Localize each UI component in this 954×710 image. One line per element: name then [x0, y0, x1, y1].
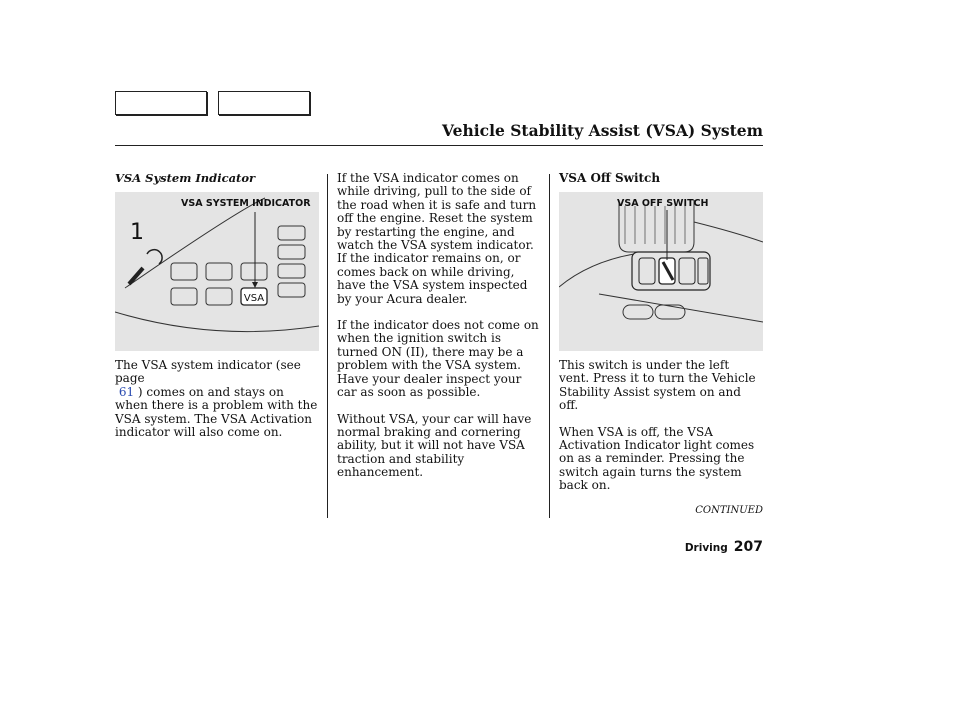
paragraph: If the indicator does not come on when the ignition switch is turned ON (II), there may be a problem with the VSA system. Have your dealer inspect your car as soon as possible. [337, 318, 539, 400]
section-heading-vsa-indicator: VSA System Indicator [115, 171, 256, 185]
section-heading-vsa-off-switch: VSA Off Switch [559, 171, 661, 185]
column-3 [559, 172, 763, 185]
column-divider [327, 174, 328, 518]
page-title: Vehicle Stability Assist (VSA) System [442, 121, 763, 140]
paragraph: This switch is under the left vent. Press it to turn the Vehicle Stability Assist system on and off. [559, 358, 756, 413]
column-1 [115, 172, 320, 185]
paragraph: When VSA is off, the VSA Activation Indicator light comes on as a reminder. Pressing the switch again turns the system back on. [559, 424, 755, 493]
column-2 [337, 172, 543, 493]
nav-button-next[interactable] [218, 91, 310, 115]
paragraph: If the VSA indicator comes on while driving, pull to the side of the road when it is safe and turn off the engine. Reset the system by restarting the engine, and watch the VSA system indicator. If the indicator remains on, or comes back on while driving, have the VSA system inspected by your Acura dealer. [337, 171, 537, 306]
paragraph: Without VSA, your car will have normal braking and cornering ability, but it will not have VSA traction and stability enhancement. [337, 411, 532, 480]
nav-button-previous[interactable] [115, 91, 207, 115]
page-footer [685, 536, 763, 555]
gauge-digit: 1 [130, 220, 144, 245]
title-rule [115, 145, 763, 146]
paragraph [115, 359, 320, 439]
vsa-button-text: VSA [243, 293, 265, 304]
figure-label: VSA OFF SWITCH [617, 198, 709, 209]
text-span: The VSA system indicator (see page [115, 358, 301, 386]
instrument-panel-illustration [115, 192, 319, 351]
page-number: 207 [733, 539, 763, 555]
vsa-off-switch-figure [559, 192, 763, 351]
continued-marker: CONTINUED [695, 505, 763, 516]
column-divider [549, 174, 550, 518]
figure-label: VSA SYSTEM INDICATOR [181, 198, 311, 209]
vsa-indicator-figure [115, 192, 319, 351]
page-link[interactable]: 61 [118, 384, 135, 399]
switch-panel-illustration [559, 192, 763, 351]
text-span: ) comes on and stays on when there is a problem with the VSA system. The VSA Activation indicator will also come on. [115, 384, 318, 440]
column-1-text [115, 359, 320, 452]
column-3-text [559, 359, 763, 506]
section-name: Driving [684, 542, 728, 554]
